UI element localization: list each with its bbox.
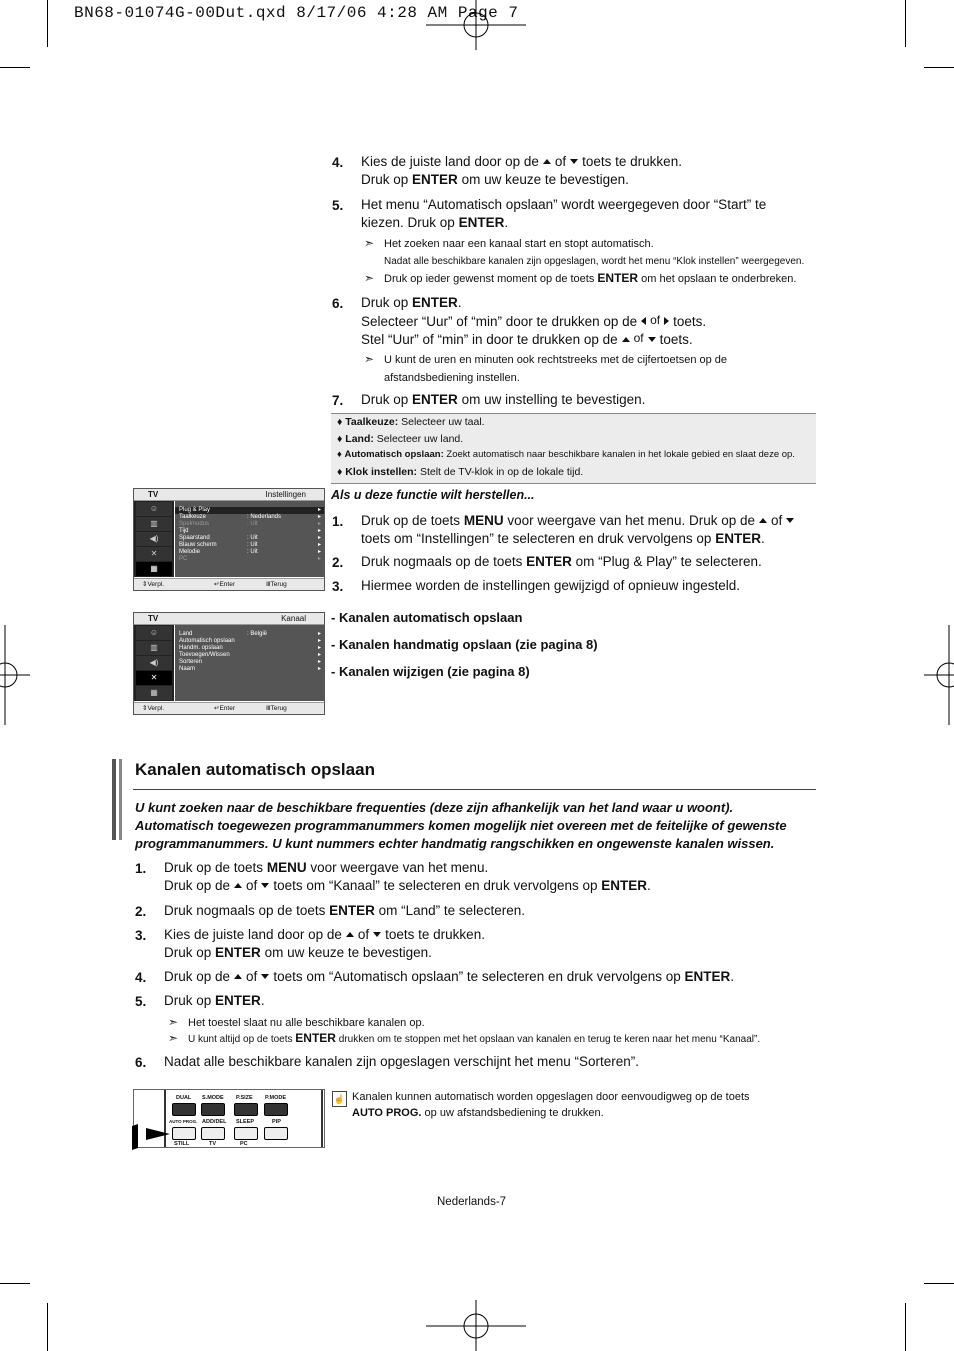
down-arrow-icon — [648, 337, 656, 342]
link-edit-channels[interactable]: - Kanalen wijzigen (zie pagina 8) — [331, 664, 530, 679]
menu-row[interactable]: Sorteren ▸ — [179, 659, 321, 665]
menu-tv-label: TV — [148, 490, 159, 499]
step-number: 6. — [332, 296, 344, 311]
remote-label: TV — [209, 1141, 217, 1147]
menu-panel — [175, 501, 324, 577]
reset-title: Als u deze functie wilt herstellen... — [331, 488, 535, 502]
step-number: 5. — [332, 198, 344, 213]
note-arrow-icon: ➣ — [168, 1031, 179, 1045]
menu-panel — [175, 625, 324, 701]
add-del-button[interactable] — [201, 1127, 225, 1140]
up-arrow-icon — [234, 974, 242, 979]
step-text: Druk op de of toets om “Automatisch opslaan” te selecteren en druk vervolgens op ENTER. — [164, 969, 735, 984]
remote-label: SLEEP — [236, 1119, 255, 1125]
menu-row[interactable]: PC ▸ — [179, 556, 321, 562]
hand-tip-icon: ☝ — [332, 1091, 347, 1107]
info-row: ♦ Klok instellen: Stelt de TV-klok in op de lokale tijd. — [337, 465, 584, 478]
note-arrow-icon: ➣ — [364, 271, 375, 285]
setup-icon: ▦ — [136, 562, 172, 576]
page-footer: Nederlands-7 — [437, 1196, 507, 1208]
step-text: Hiermee worden de instellingen gewijzigd of opnieuw ingesteld. — [361, 578, 740, 593]
menu-row[interactable]: Automatisch opslaan ▸ — [179, 638, 321, 644]
crop-mark — [47, 1303, 48, 1351]
crop-mark — [905, 0, 906, 47]
note-arrow-icon: ➣ — [364, 352, 375, 366]
pmode-button[interactable] — [264, 1103, 288, 1116]
crop-mark — [905, 1303, 906, 1351]
down-arrow-icon — [373, 932, 381, 937]
note: ➣ Het zoeken naar een kanaal start en stopt automatisch. Nadat alle beschikbare kanalen zijn opgeslagen, wordt het menu “Klok instellen” weergegeven. — [364, 236, 805, 267]
step-text: Druk op de toets MENU voor weergave van het menu. Druk op de of toets om “Instellingen” te selecteren en druk vervolgens op ENTER. — [361, 512, 798, 548]
step-text: Het menu “Automatisch opslaan” wordt weergegeven door “Start” te kiezen. Druk op ENTER. — [361, 197, 767, 230]
step-text: Kies de juiste land door op de of toets te drukken. Druk op ENTER om uw keuze te bevestigen. — [361, 154, 682, 187]
menu-row[interactable]: Handm. opslaan ▸ — [179, 645, 321, 651]
step-number: 1. — [332, 514, 344, 529]
menu-row[interactable]: Melodie : Uit ▸ — [179, 549, 321, 555]
psize-button[interactable] — [234, 1103, 258, 1116]
registration-mark-top — [426, 0, 526, 50]
crop-mark — [924, 67, 954, 68]
remote-illustration — [133, 1089, 325, 1148]
sound-icon: ▥ — [136, 641, 172, 655]
registration-mark-left — [0, 625, 30, 725]
remote-label: S.MODE — [202, 1095, 224, 1101]
registration-mark-right — [924, 625, 954, 725]
section-bar — [112, 759, 116, 840]
auto-prog-button[interactable] — [172, 1127, 196, 1140]
crop-mark — [0, 1283, 30, 1284]
step-number: 3. — [332, 579, 344, 594]
note: ➣ U kunt de uren en minuten ook rechtstreeks met de cijfertoetsen op de afstandsbediening instellen. — [364, 352, 728, 384]
smode-button[interactable] — [201, 1103, 225, 1116]
crop-mark — [47, 0, 48, 47]
info-row: ♦ Land: Selecteer uw land. — [337, 432, 464, 445]
menu-row[interactable]: Naam ▸ — [179, 666, 321, 672]
info-row: ♦ Taalkeuze: Selecteer uw taal. — [337, 416, 485, 428]
menu-title: Kanaal — [281, 614, 306, 623]
divider — [133, 789, 816, 790]
picture-icon: ☺ — [136, 502, 172, 516]
remote-label: ADD/DEL — [202, 1119, 227, 1125]
info-row: ♦ Automatisch opslaan: Zoekt automatisch naar beschikbare kanalen in het lokale gebied en slaat deze op. — [337, 449, 795, 460]
tv-menu-instellingen — [133, 488, 325, 591]
info-box — [331, 413, 816, 484]
menu-row[interactable]: Blauw scherm : Uit ▸ — [179, 542, 321, 548]
remote-label: PIP — [272, 1119, 281, 1125]
remote-label: P.SIZE — [236, 1095, 253, 1101]
menu-sidebar — [134, 625, 174, 701]
step-number: 1. — [135, 861, 147, 876]
step-number: 4. — [332, 155, 344, 170]
note: ➣ U kunt altijd op de toets ENTER drukken om te stoppen met het opslaan van kanalen en terug te keren naar het menu “Kanaal”. — [168, 1031, 761, 1045]
speaker-icon: ◀) — [136, 532, 172, 546]
section-bar — [119, 759, 122, 840]
dual-button[interactable] — [172, 1103, 196, 1116]
menu-row[interactable]: Spelmodus : Uit ▸ — [179, 521, 321, 527]
menu-title: Instellingen — [265, 490, 306, 499]
pip-button[interactable] — [264, 1127, 288, 1140]
channel-icon: ✕ — [136, 547, 172, 561]
step-number: 2. — [135, 904, 147, 919]
up-arrow-icon — [622, 337, 630, 342]
step-text: Druk op ENTER. Selecteer “Uur” of “min” door te drukken op de of toets. Stel “Uur” of “min” in door te drukken op de of toets. — [361, 295, 707, 347]
crop-mark — [0, 67, 30, 68]
step-number: 5. — [135, 994, 147, 1009]
menu-tv-label: TV — [148, 614, 159, 623]
up-arrow-icon — [543, 159, 551, 164]
step-text: Druk nogmaals op de toets ENTER om “Land” te selecteren. — [164, 903, 525, 918]
menu-footer: ⇕ Verpl. ↵ Enter Ⅲ Terug — [134, 578, 324, 590]
note-arrow-icon: ➣ — [168, 1015, 179, 1029]
menu-row[interactable]: Taalkeuze : Nederlands ▸ — [179, 514, 321, 520]
step-number: 2. — [332, 555, 344, 570]
pointer-arrow-icon — [132, 1124, 172, 1150]
down-arrow-icon — [786, 518, 794, 523]
remote-label: DUAL — [176, 1095, 192, 1101]
down-arrow-icon — [261, 883, 269, 888]
menu-row[interactable]: Plug & Play ▸ — [175, 507, 324, 514]
setup-icon: ▦ — [136, 686, 172, 700]
down-arrow-icon — [570, 159, 578, 164]
link-auto-store[interactable]: - Kanalen automatisch opslaan — [331, 610, 523, 625]
registration-mark-bottom — [426, 1300, 526, 1351]
step-text: Druk op ENTER. — [164, 993, 265, 1008]
menu-footer: ⇕ Verpl. ↵ Enter Ⅲ Terug — [134, 702, 324, 714]
file-header: BN68-01074G-00Dut.qxd 8/17/06 4:28 AM Page 7 — [74, 4, 519, 22]
section-intro: U kunt zoeken naar de beschikbare frequenties (deze zijn afhankelijk van het land waar u woont). Automatisch toegewezen programmanummers komen mogelijk niet overeen met de feitelijke of gewenste programmanummers. U kunt nummers echter handmatig rangschikken en ongewenste kanalen wissen. — [135, 800, 787, 851]
menu-row[interactable]: Tijd ▸ — [179, 528, 321, 534]
step-text: Nadat alle beschikbare kanalen zijn opgeslagen verschijnt het menu “Sorteren”. — [164, 1054, 640, 1069]
up-arrow-icon — [346, 932, 354, 937]
menu-row[interactable]: Toevoegen/Wissen ▸ — [179, 652, 321, 658]
section-title: Kanalen automatisch opslaan — [135, 760, 375, 779]
menu-row[interactable]: Spaarstand : Uit ▸ — [179, 535, 321, 541]
step-text: Druk nogmaals op de toets ENTER om “Plug & Play” te selecteren. — [361, 554, 762, 569]
note: ➣ Druk op ieder gewenst moment op de toets ENTER om het opslaan te onderbreken. — [364, 271, 797, 285]
remote-label: AUTO PROG. — [169, 1119, 198, 1124]
crop-mark — [924, 1283, 954, 1284]
step-text: Druk op ENTER om uw instelling te bevestigen. — [361, 392, 646, 407]
speaker-icon: ◀) — [136, 656, 172, 670]
step-number: 4. — [135, 970, 147, 985]
menu-row[interactable]: Land : België ▸ — [179, 631, 321, 637]
note-arrow-icon: ➣ — [364, 236, 375, 250]
up-arrow-icon — [759, 518, 767, 523]
step-text: Kies de juiste land door op de of toets te drukken. Druk op ENTER om uw keuze te bevestigen. — [164, 927, 485, 960]
step-text: Druk op de toets MENU voor weergave van het menu. Druk op de of toets om “Kanaal” te selecteren en druk vervolgens op ENTER. — [164, 860, 651, 893]
up-arrow-icon — [234, 883, 242, 888]
channel-icon: ✕ — [136, 671, 172, 685]
note: ➣ Het toestel slaat nu alle beschikbare kanalen op. — [168, 1015, 425, 1029]
step-number: 7. — [332, 393, 344, 408]
remote-label: STILL — [174, 1141, 190, 1147]
picture-icon: ☺ — [136, 626, 172, 640]
remote-label: P.MODE — [265, 1095, 286, 1101]
step-number: 6. — [135, 1055, 147, 1070]
sound-icon: ▥ — [136, 517, 172, 531]
step-number: 3. — [135, 928, 147, 943]
tip-text: Kanalen kunnen automatisch worden opgeslagen door eenvoudigweg op de toets AUTO PROG. op uw afstandsbediening te drukken. — [352, 1091, 750, 1119]
menu-sidebar — [134, 501, 174, 577]
link-manual-store[interactable]: - Kanalen handmatig opslaan (zie pagina 8) — [331, 637, 598, 652]
down-arrow-icon — [261, 974, 269, 979]
left-arrow-icon — [641, 317, 646, 325]
right-arrow-icon — [664, 317, 669, 325]
remote-label: PC — [240, 1141, 248, 1147]
sleep-button[interactable] — [234, 1127, 258, 1140]
tv-menu-kanaal — [133, 612, 325, 715]
